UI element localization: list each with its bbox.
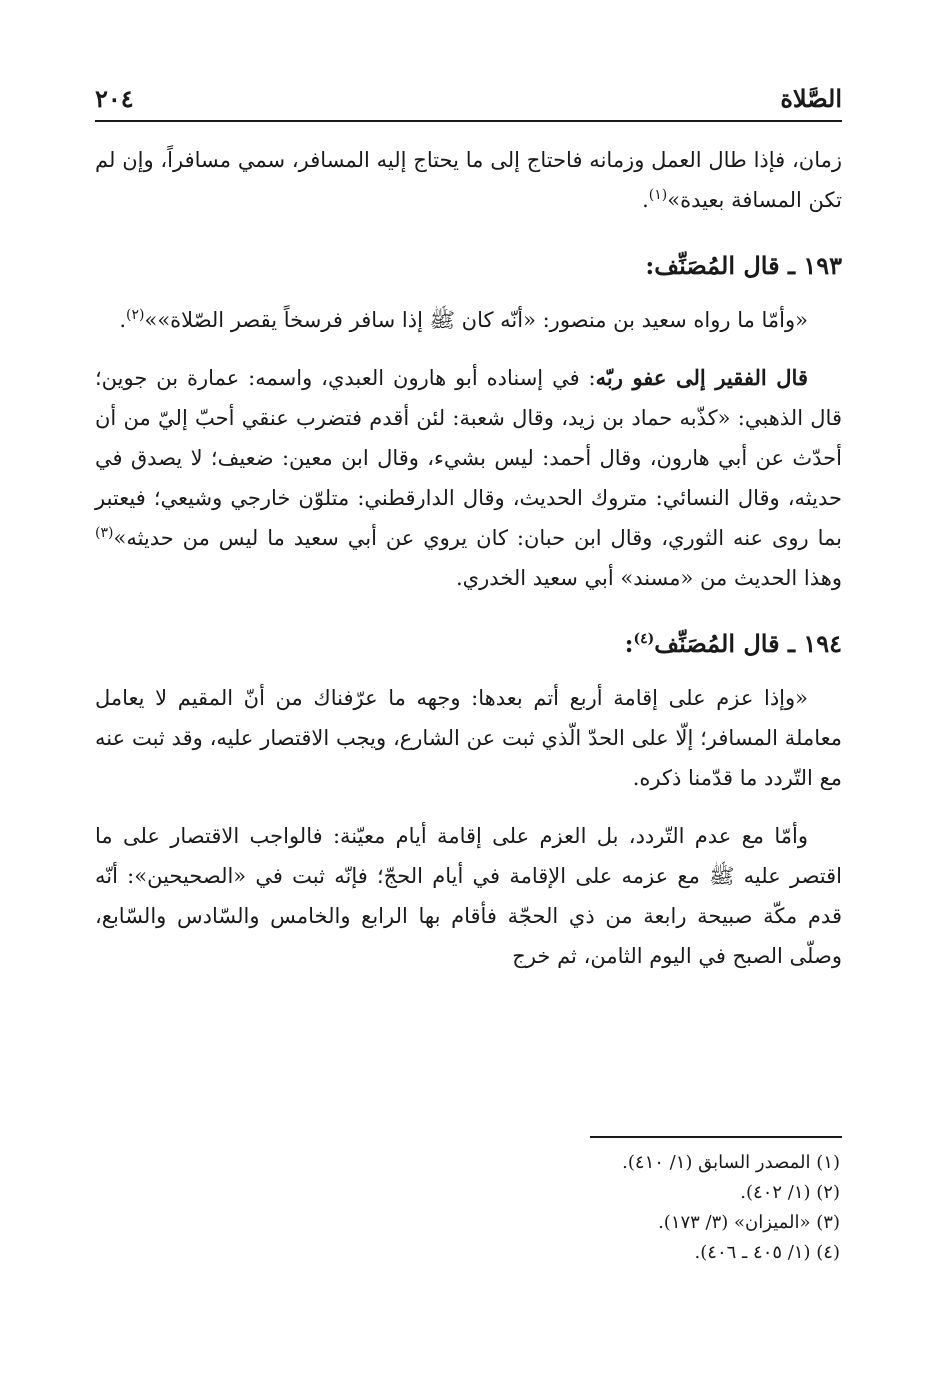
- footnote-ref: (٤): [633, 631, 655, 647]
- footnote-ref: (٢): [126, 307, 145, 323]
- paragraph-193-quote: «وأمّا ما رواه سعيد بن منصور: «أنّه كان ﷺ إذا سافر فرسخاً يقصر الصّلاة»»$^{(٢)}$.: [119, 307, 808, 332]
- page-number: ٢٠٤: [95, 83, 134, 113]
- footnotes: [95, 1148, 840, 1268]
- footnote-item: (٤) (١/ ٤٠٥ ـ ٤٠٦).: [694, 1242, 840, 1263]
- paragraph-194-quote: «وإذا عزم على إقامة أربع أتم بعدها: وجهه ما عرّفناك من أنّ المقيم لا يعامل معاملة المسافر؛ إلّا على الحدّ الّذي ثبت عن الشارع، ويجب الاقتصار عليه، وقد ثبت عنه مع التّردد ما قدّمنا ذكره.: [95, 686, 842, 790]
- paragraph-commentary: قال الفقير إلى عفو ربّه: في إسناده أبو هارون العبدي، واسمه: عمارة بن جوين؛ قال الذهبي: «كذّبه حماد بن زيد، وقال شعبة: لئن أقدم فتضرب عنقي أحبّ إليّ من أن أحدّث عن أبي هارون، وقال أحمد: ليس بشيء، وقال ابن معين: ضعيف؛ لا يصدق في حديثه، وقال النسائي: متروك الحديث، وقال الدارقطني: متلوّن خارجي وشيعي؛ فيعتبر بما روى عنه الثوري، وقال ابن حبان: كان يروي عن أبي سعيد ما ليس من حديثه»$^{(٣)}$ وهذا الحديث من «مسند» أبي سعيد الخدري.: [95, 365, 842, 590]
- section-heading-194: ١٩٤ ـ قال المُصَنِّف$^{(٤)}$:: [624, 629, 842, 658]
- chapter-title: الصَّلاة: [780, 83, 842, 113]
- footnote-item: (٢) (١/ ٤٠٢).: [740, 1182, 840, 1203]
- footnote-ref: (١): [648, 187, 668, 203]
- main-text: [95, 140, 842, 994]
- commentator-label: قال الفقير إلى عفو ربّه: [595, 365, 808, 390]
- paragraph-194-continuation: وأمّا مع عدم التّردد، بل العزم على إقامة أيام معيّنة: فالواجب الاقتصار على ما اقتصر عليه ﷺ مع عزمه على الإقامة في أيام الحجّ؛ فإنّه ثبت في «الصحيحين»: أنّه قدم مكّة صبيحة رابعة من ذي الحجّة فأقام بها الرابع والخامس والسّادس والسّابع، وصلّى الصبح في اليوم الثامن، ثم خرج: [95, 824, 842, 968]
- paragraph-continuation: زمان، فإذا طال العمل وزمانه فاحتاج إلى ما يحتاج إليه المسافر، سمي مسافراً، وإن لم تكن المسافة بعيدة»$^{(١)}$.: [95, 148, 842, 212]
- footnote-rule: [590, 1136, 842, 1138]
- running-header: [95, 78, 842, 118]
- footnote-item: (١) المصدر السابق (١/ ٤١٠).: [622, 1152, 840, 1173]
- footnote-ref: (٣): [95, 525, 114, 541]
- section-heading-193: ١٩٣ ـ قال المُصَنِّف:: [645, 251, 842, 280]
- footnote-item: (٣) «الميزان» (٣/ ١٧٣).: [658, 1212, 840, 1233]
- header-rule: [95, 120, 842, 122]
